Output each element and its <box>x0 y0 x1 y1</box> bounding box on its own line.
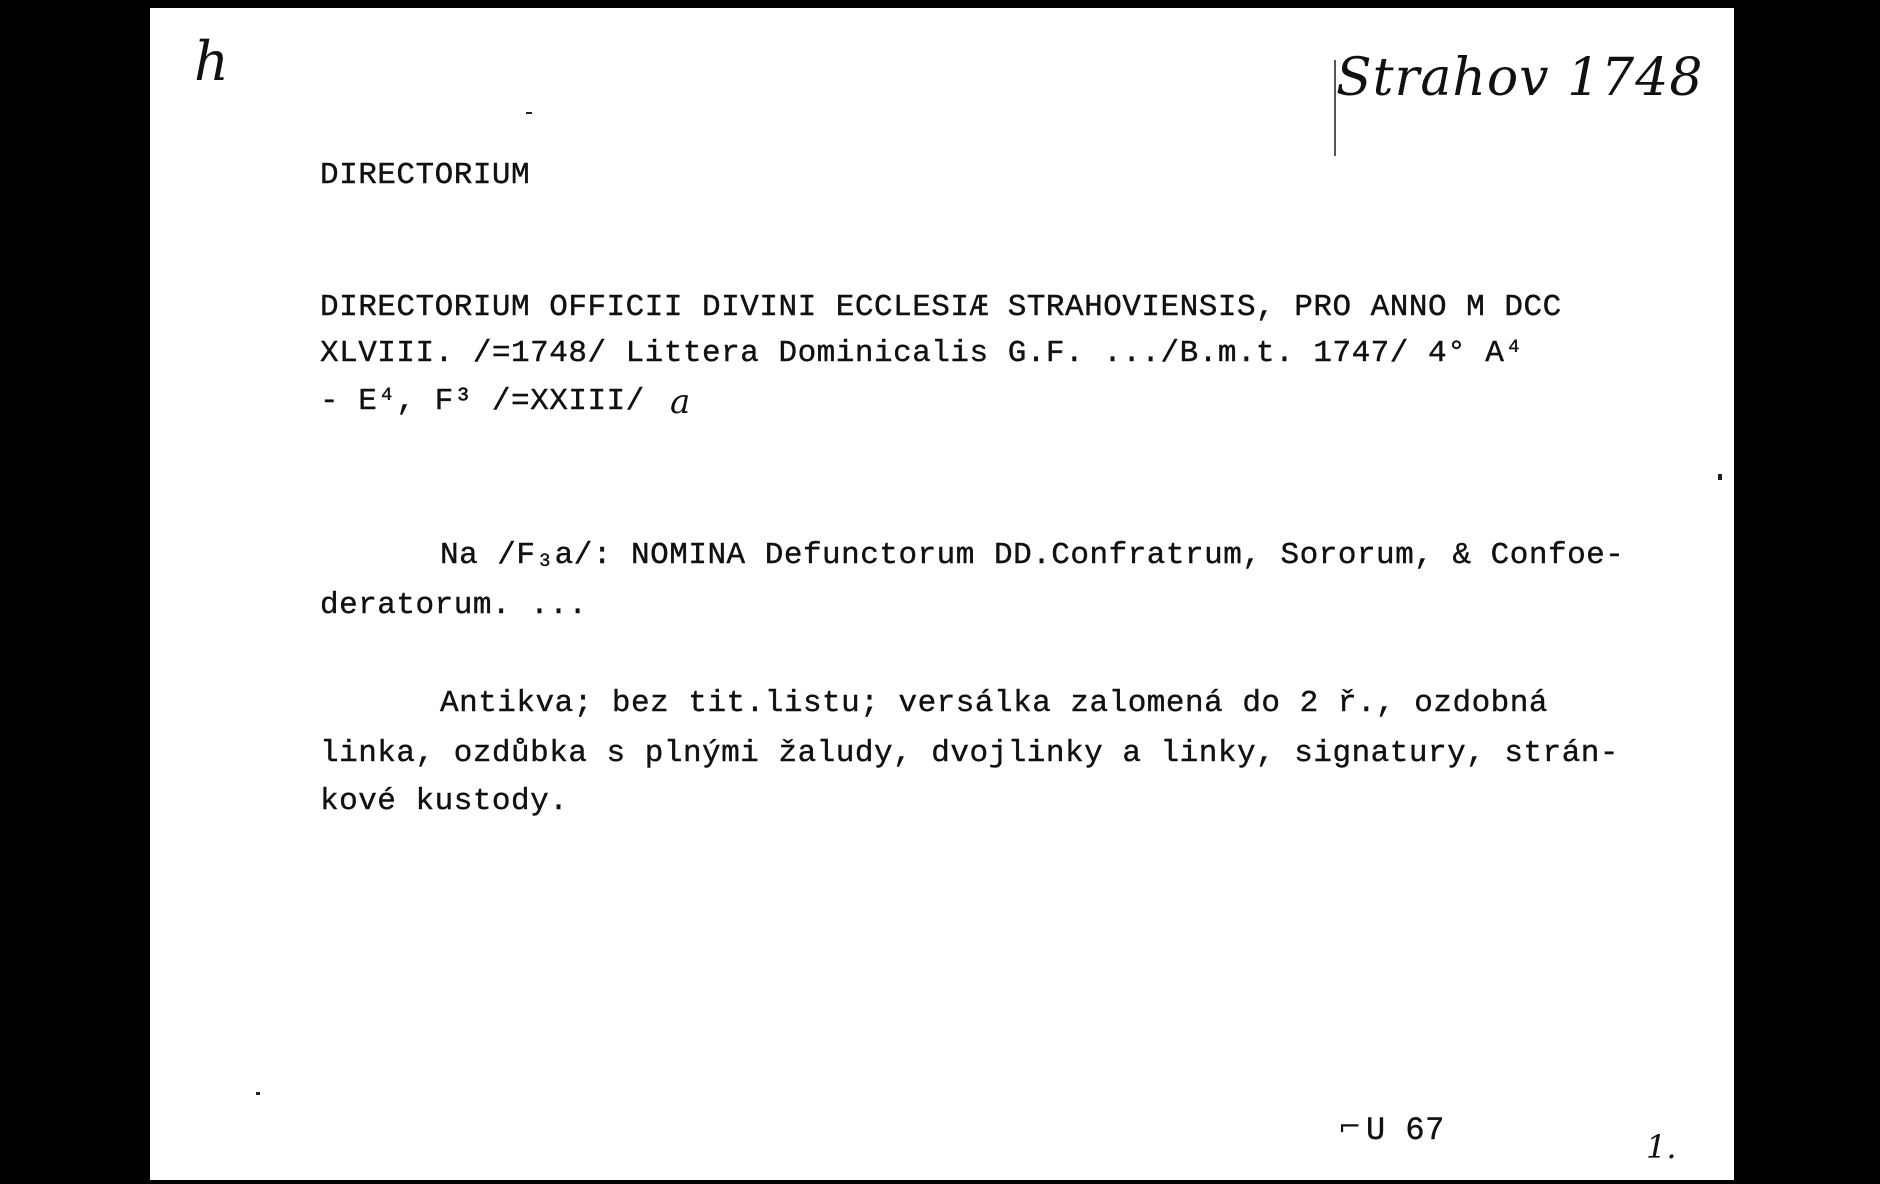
shelfmark: U 67 <box>1366 1112 1445 1149</box>
scan-speck <box>1718 474 1722 480</box>
card-heading: DIRECTORIUM <box>320 158 531 193</box>
scan-speck <box>256 1092 260 1095</box>
title-line-2: XLVIII. /=1748/ Littera Dominicalis G.F. .../B.m.t. 1747/ 4° A⁴ <box>320 336 1524 371</box>
card-number: 1. <box>1646 1128 1677 1166</box>
catalog-card <box>150 8 1734 1180</box>
margin-line-mark <box>1334 60 1336 156</box>
handwritten-corner-mark: h <box>194 30 229 93</box>
handwritten-location-note: Strahov 1748 <box>1336 48 1704 108</box>
handwritten-title-mark: a <box>670 382 691 422</box>
note-line-1: Na /F₃a/: NOMINA Defunctorum DD.Confratrum, Sororum, & Confoe- <box>440 538 1625 573</box>
shelfmark-prefix-mark: ⌐ <box>1338 1110 1362 1143</box>
note-line-2: deratorum. ... <box>320 588 588 623</box>
scan-speck <box>526 112 532 114</box>
title-line-3: - E⁴, F³ /=XXIII/ <box>320 384 645 419</box>
title-line-1: DIRECTORIUM OFFICII DIVINI ECCLESIÆ STRAHOVIENSIS, PRO ANNO M DCC <box>320 290 1562 325</box>
description-line-1: Antikva; bez tit.listu; versálka zalomená do 2 ř., ozdobná <box>440 686 1548 721</box>
description-line-2: linka, ozdůbka s plnými žaludy, dvojlinky a linky, signatury, strán- <box>320 736 1620 771</box>
description-line-3: kové kustody. <box>320 784 569 819</box>
